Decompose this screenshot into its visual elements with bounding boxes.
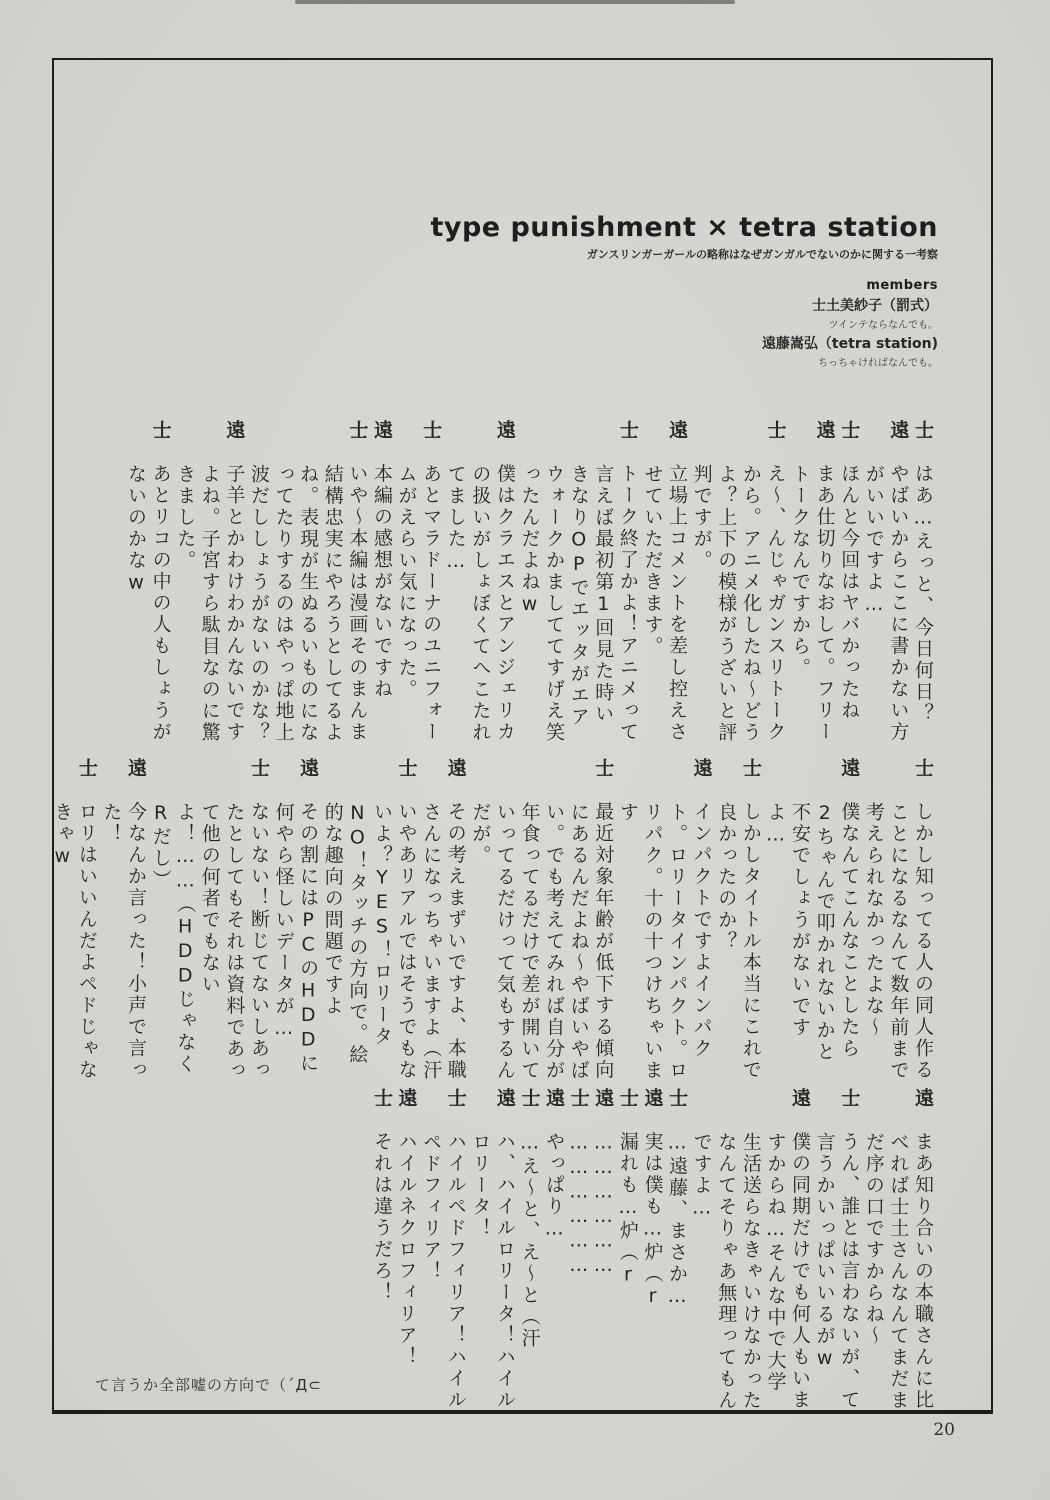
dialogue-text: 僕なんてこんなことしたら2ちゃんで叩かれないかと不安でしょうがないですよ… — [764, 801, 861, 1063]
dialogue-text: 今なんか言った！小声で言った！ — [100, 801, 147, 1081]
dialogue-text: 僕の同期だけでも何人もいますからね…そんな中で大学生活送らなきゃいけなかったなんてそりゃあ無理ってもんですよ… — [690, 1131, 812, 1412]
dialogue-line — [99, 758, 148, 1083]
doujin-subtitle: ガンスリンガーガールの略称はなぜガンガルでないのかに関する一考察 — [586, 248, 938, 261]
dialogue-line — [787, 420, 836, 745]
dialogue-line — [394, 420, 443, 745]
dialogue-text: …遠藤、まさか… — [666, 1131, 689, 1310]
dialogue-text: …え〜と、え〜と（汗 — [518, 1131, 541, 1350]
dialogue-line — [861, 758, 935, 1083]
dialogue-line — [861, 1088, 935, 1413]
dialogue-text: やばいからここに書かない方がいいですよ… — [862, 463, 910, 743]
dialogue-line — [271, 758, 320, 1083]
speaker-marker: 士 — [518, 1088, 541, 1110]
speaker-marker: 士 — [912, 758, 934, 780]
speaker-marker: 士 — [75, 758, 98, 780]
dialogue-line — [910, 420, 935, 745]
dialogue-line — [591, 1088, 616, 1413]
speaker-marker: 遠 — [641, 1088, 664, 1110]
dialogue-line — [369, 420, 394, 745]
dialogue-line — [640, 420, 689, 745]
dialogue-line — [369, 1088, 394, 1413]
dialogue-text: ハイルペドフィリア！ハイルペドフィリア！ — [420, 1131, 467, 1411]
dialogue-text: ロリはいいんだよペドじゃなきゃw — [51, 801, 98, 1081]
speaker-marker: 士 — [592, 758, 615, 780]
dialogue-text: まあ仕切りなおして。フリートークなんですから。 — [789, 463, 836, 743]
dialogue-text: インパクトですよインパクト。ロリータインパクト。ロリパク。十の十つけちゃいます — [616, 801, 713, 1082]
speaker-marker: 士 — [420, 420, 443, 442]
speaker-marker: 遠 — [223, 420, 246, 442]
dialogue-line — [419, 758, 468, 1083]
members-label: members — [866, 278, 938, 293]
speaker-marker: 士 — [616, 1088, 639, 1110]
dialogue-line — [394, 1088, 419, 1413]
dialogue-text: 立場上コメントを差し控えさせていただきます。 — [641, 463, 689, 743]
speaker-marker: 遠 — [666, 420, 689, 442]
dialogue-line — [812, 1088, 861, 1413]
dialogue-block-3 — [369, 1088, 935, 1413]
dialogue-text: はあ…えっと、今日何日？ — [912, 463, 934, 725]
speaker-marker: 遠 — [838, 758, 861, 780]
dialogue-text: まあ知り合いの本職さんに比べれば士土さんなんてまだまだ序の口ですからね〜 — [862, 1131, 934, 1412]
dialogue-text: いや〜本編は漫画そのまんま結構忠実にやろうとしてるよね。表現が生ぬるいものになってたりするのはやっぱ地上波だししょうがないのかな？ — [247, 463, 369, 744]
dialogue-text: ……………… — [567, 1131, 590, 1279]
speaker-marker: 遠 — [592, 1088, 615, 1110]
speaker-marker: 士 — [395, 758, 418, 780]
dialogue-line — [837, 420, 862, 745]
dialogue-text: あとリコの中の人もしょうがないのかなw — [125, 463, 172, 743]
doujin-title: type punishment × tetra station — [430, 212, 938, 243]
dialogue-block-2 — [50, 758, 935, 1083]
dialogue-line — [566, 1088, 591, 1413]
speaker-marker: 遠 — [789, 1088, 812, 1110]
speaker-marker: 遠 — [493, 420, 516, 442]
speaker-marker: 遠 — [912, 1088, 934, 1110]
dialogue-line — [714, 758, 763, 1083]
dialogue-text: しかし知ってる人の同人作ることになるなんて数年前まで考えられなかったよな〜 — [862, 801, 934, 1082]
dialogue-line — [615, 1088, 640, 1413]
speaker-marker: 士 — [567, 1088, 590, 1110]
member-name: 士土美紗子（罰式） — [812, 298, 938, 314]
speaker-marker: 遠 — [444, 758, 467, 780]
dialogue-line — [468, 758, 616, 1083]
dialogue-line — [468, 1088, 517, 1413]
dialogue-text: え〜、んじゃガンスリトークから。アニメ化したね〜どうよ？上下の模様がうざいと評判ですが。 — [690, 463, 787, 744]
dialogue-text: その割にはPCのHDDに何やら怪しいデータが… — [272, 801, 320, 1075]
dialogue-line — [320, 758, 418, 1083]
dialogue-text: うん、誰とは言わないが、て言うかいっぱいいるがw — [813, 1131, 861, 1411]
speaker-marker: 遠 — [395, 1088, 418, 1110]
dialogue-text: しかしタイトル本当にこれで良かったのか？ — [715, 801, 762, 1081]
scan-artifact — [295, 0, 735, 4]
dialogue-line — [664, 1088, 689, 1413]
dialogue-line — [517, 420, 640, 745]
speaker-marker: 士 — [764, 420, 787, 442]
dialogue-block-1 — [123, 420, 935, 745]
dialogue-line — [173, 420, 247, 745]
dialogue-text: 子羊とかわけわかんないですよね。子宮すら駄目なのに驚きました。 — [174, 463, 246, 744]
dialogue-line — [542, 1088, 567, 1413]
dialogue-text: その考えまずいですよ、本職さんになっちゃいますよ（汗 — [420, 801, 467, 1082]
dialogue-text: ……………… — [592, 1131, 615, 1279]
speaker-marker: 士 — [666, 1088, 689, 1110]
dialogue-text: トーク終了かよ！アニメって言えば最初第1回見た時いきなりOPでエッタがエアウォークかましててすげえ笑ったんだよねw — [518, 463, 639, 744]
dialogue-line — [443, 420, 517, 745]
member-name: 遠藤嵩弘（tetra station) — [761, 336, 938, 352]
dialogue-text: 実は僕も…炉（r — [641, 1131, 664, 1310]
speaker-marker: 士 — [370, 1088, 393, 1110]
speaker-marker: 士 — [739, 758, 762, 780]
dialogue-line — [123, 420, 172, 745]
dialogue-text: それは違うだろ！ — [370, 1131, 393, 1304]
dialogue-text: 本編の感想がないですね — [370, 463, 393, 700]
speaker-marker: 遠 — [297, 758, 320, 780]
dialogue-line — [861, 420, 910, 745]
dialogue-text: やっぱり… — [543, 1131, 566, 1242]
speaker-marker: 士 — [444, 1088, 467, 1110]
dialogue-text: あとマラドーナのユニフォームがえらい気になった。 — [395, 463, 443, 743]
dialogue-text: 漏れも…炉（r — [616, 1131, 639, 1288]
dialogue-line — [689, 1088, 812, 1413]
dialogue-line — [419, 1088, 468, 1413]
dialogue-line — [50, 758, 99, 1083]
speaker-marker: 遠 — [370, 420, 393, 442]
page-number: 20 — [933, 1420, 955, 1440]
dialogue-line — [763, 758, 861, 1083]
speaker-marker: 遠 — [690, 758, 713, 780]
dialogue-line — [246, 420, 369, 745]
dialogue-text: 最近対象年齢が低下する傾向にあるんだよね〜やばいやばい。でも考えてみれば自分が年食ってるだけで差が開いていってるだけって気もするんだが。 — [469, 801, 615, 1082]
speaker-marker: 士 — [346, 420, 369, 442]
speaker-marker: 遠 — [543, 1088, 566, 1110]
footer-aside: て言うか全部嘘の方向で（´Д⊂ — [95, 1376, 322, 1394]
dialogue-text: ハ、ハイルロリータ！ハイルロリータ！ — [469, 1131, 516, 1411]
dialogue-text: 僕はクラエスとアンジェリカの扱いがしょぼくてへこたれてました… — [444, 463, 516, 744]
speaker-marker: 士 — [247, 758, 270, 780]
dialogue-line — [517, 1088, 542, 1413]
speaker-marker: 遠 — [887, 420, 910, 442]
header — [338, 212, 938, 369]
dialogue-line — [615, 758, 713, 1083]
speaker-marker: 遠 — [493, 1088, 516, 1110]
speaker-marker: 士 — [616, 420, 639, 442]
dialogue-text: ハイルネクロフィリア！ — [395, 1131, 418, 1368]
dialogue-line — [689, 420, 787, 745]
member-note: ちっちゃければなんでも。 — [818, 358, 938, 369]
speaker-marker: 士 — [149, 420, 172, 442]
speaker-marker: 遠 — [813, 420, 836, 442]
dialogue-line — [640, 1088, 665, 1413]
dialogue-line — [148, 758, 271, 1083]
speaker-marker: 遠 — [125, 758, 147, 780]
member-note: ツインテならなんでも。 — [828, 320, 938, 331]
dialogue-text: ほんと今回はヤバかったね — [838, 463, 861, 722]
speaker-marker: 士 — [838, 420, 861, 442]
dialogue-text: ないない！断じてないしあったとしてもそれは資料であって他の何者でもないよ！……（HDDじゃなくRだし） — [149, 801, 270, 1082]
speaker-marker: 士 — [912, 420, 934, 442]
speaker-marker: 士 — [838, 1088, 861, 1110]
dialogue-text: いやあリアルではそうでもないよ？YES！ロリータNO！タッチの方向で。絵的な趣向の問題ですよ — [321, 801, 418, 1081]
